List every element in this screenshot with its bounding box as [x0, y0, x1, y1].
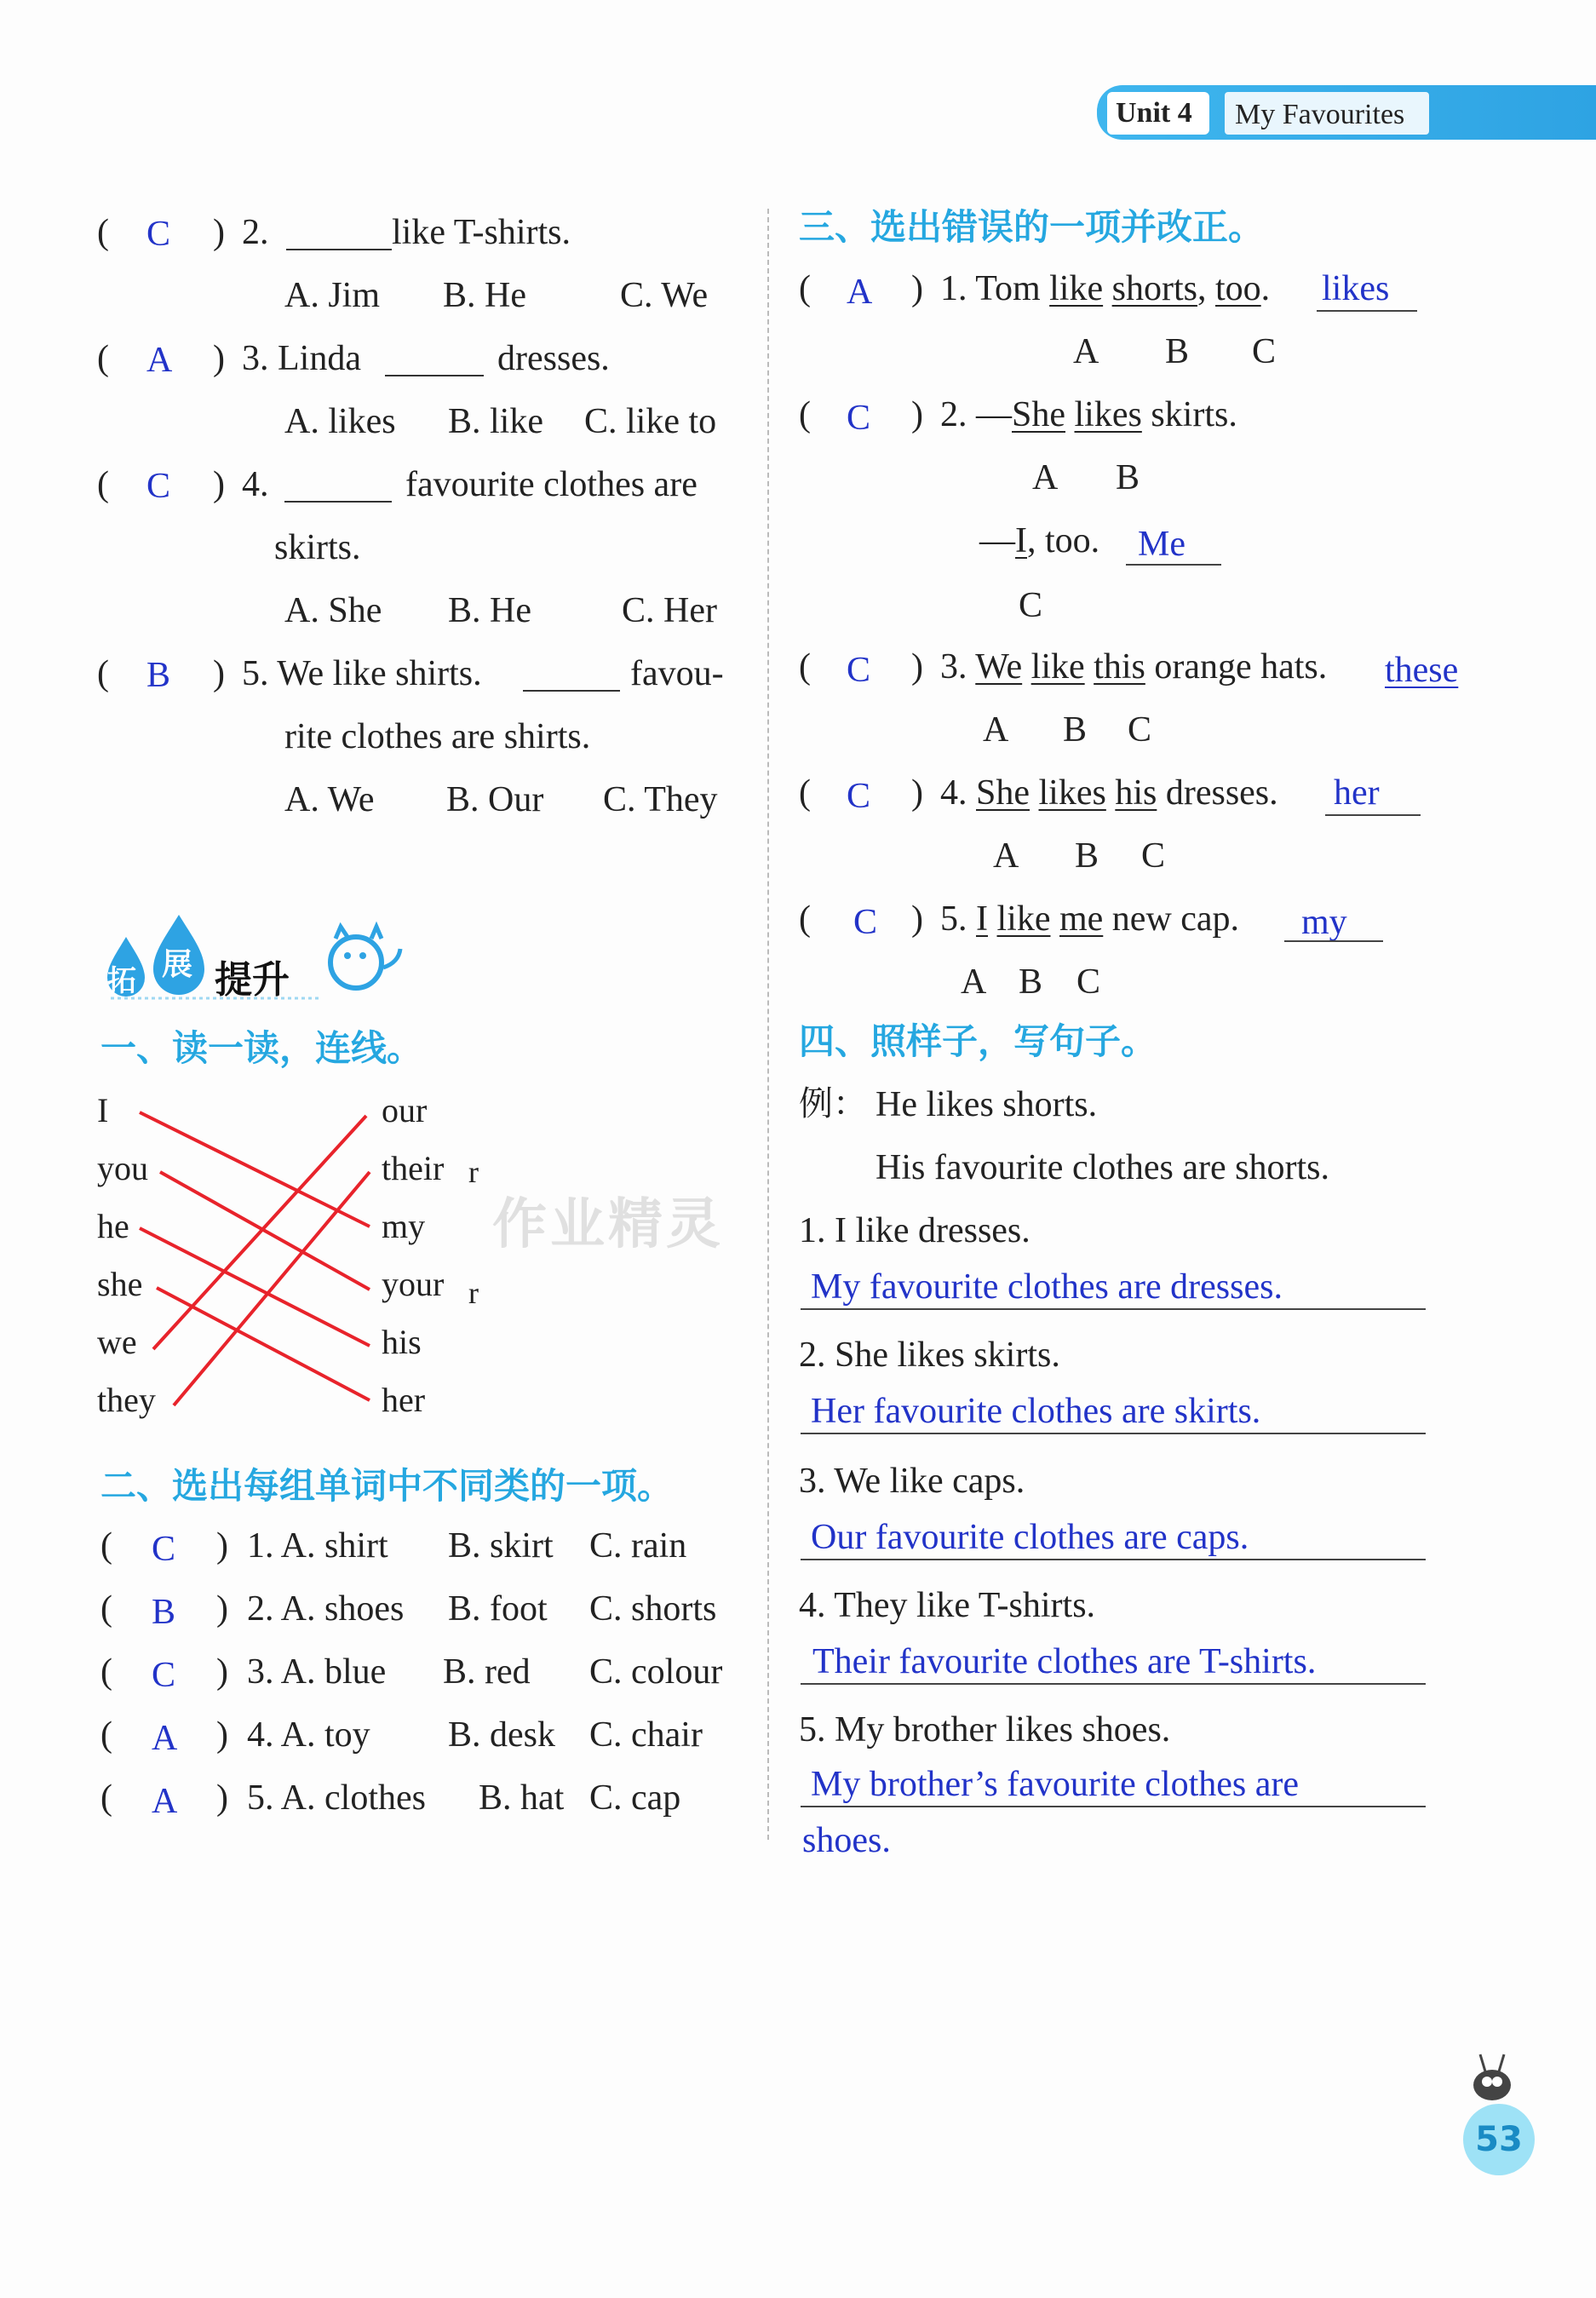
paren-close: ) [216, 1652, 228, 1692]
answer-s2-3: C [152, 1656, 176, 1695]
paren-open: ( [799, 773, 811, 813]
option-c: C. We [620, 276, 709, 315]
bug-mascot-icon [1461, 2048, 1521, 2104]
answer-e3: C [847, 651, 871, 690]
rewrite-answer: Our favourite clothes are caps. [811, 1518, 1249, 1557]
brand-label: 提升 [215, 958, 290, 1002]
e1-post: . [1260, 269, 1271, 308]
stray-letter: r [468, 1155, 479, 1189]
match-left-word: we [97, 1323, 137, 1361]
e4-word-b: likes [1038, 773, 1106, 813]
paren-close: ) [213, 465, 225, 504]
paren-open: ( [799, 647, 811, 687]
rewrite-answer-line [801, 1308, 1426, 1310]
option-a: A. She [284, 591, 382, 630]
match-line-she-her [157, 1288, 370, 1400]
match-line-i-my [140, 1112, 370, 1227]
paren-close: ) [911, 269, 923, 308]
answer-s2-5: A [152, 1782, 178, 1821]
paren-close: ) [213, 339, 225, 378]
answer-q3: A [146, 341, 173, 380]
e5-label-c: C [1076, 962, 1101, 1002]
rewrite-question: 2. She likes skirts. [799, 1336, 1060, 1375]
e4-word-c: his [1115, 773, 1157, 813]
paren-close: ) [216, 1778, 228, 1818]
match-left-word: she [97, 1265, 143, 1303]
e2-post: skirts. [1151, 395, 1237, 434]
match-line-we-our [153, 1116, 366, 1349]
paren-close: ) [213, 654, 225, 693]
paren-open: ( [100, 1589, 112, 1629]
e5-post: new cap. [1111, 899, 1240, 939]
s2-option-c: C. colour [589, 1652, 723, 1692]
match-left-word: I [97, 1091, 109, 1129]
stray-letter: r [468, 1276, 479, 1310]
e4-post: dresses. [1165, 773, 1278, 813]
s2-option-b: B. hat [479, 1778, 565, 1818]
e4-word-a: She [976, 773, 1030, 813]
rewrite-answer: My brother’s favourite clothes are [811, 1765, 1300, 1804]
e5-word-c: me [1059, 899, 1104, 939]
s2-option-c: C. chair [589, 1715, 703, 1755]
e4-label-b: B [1075, 836, 1099, 876]
e2-label-b: B [1116, 458, 1140, 497]
rewrite-answer: My favourite clothes are dresses. [811, 1267, 1283, 1307]
e2-label-a: A [1032, 458, 1059, 497]
e1-word-b: shorts [1111, 269, 1197, 308]
question-text-cont: rite clothes are shirts. [284, 717, 591, 756]
e1-label-b: B [1165, 332, 1190, 371]
e5-correction: my [1301, 903, 1347, 942]
topic-label: My Favourites [1235, 99, 1405, 130]
paren-open: ( [799, 899, 811, 939]
e5-word-a: I [976, 899, 988, 939]
match-right-word: their [382, 1149, 445, 1187]
s2-option-b: B. skirt [448, 1526, 554, 1566]
brand-char-1: 拓 [107, 964, 136, 998]
answer-e2: C [847, 399, 871, 438]
question-text-cont: skirts. [274, 528, 361, 567]
paren-open: ( [799, 269, 811, 308]
match-line-they-their [174, 1172, 370, 1405]
rewrite-question: 4. They like T-shirts. [799, 1586, 1096, 1625]
section-title-rewrite: 四、照样子，写句子。 [799, 1020, 1157, 1062]
answer-q5: B [146, 656, 171, 695]
e2-line2-post: , too. [1027, 521, 1100, 560]
e5-label-a: A [961, 962, 987, 1002]
option-c: C. like to [584, 402, 717, 441]
s2-option-b: B. foot [448, 1589, 548, 1629]
s2-item: 2. A. shoes [247, 1589, 405, 1629]
rewrite-answer-line [801, 1683, 1426, 1685]
brand-char-2: 展 [162, 947, 193, 982]
e1-word-a: like [1049, 269, 1104, 308]
e2-word-c: I [1015, 521, 1027, 560]
e1-sentence [940, 271, 1270, 307]
e4-correction: her [1334, 773, 1380, 813]
blank-line [284, 501, 392, 503]
e1-answer-line [1317, 310, 1417, 312]
s2-item: 5. A. clothes [247, 1778, 426, 1818]
e3-label-c: C [1128, 710, 1152, 750]
e4-pre: 4. [940, 773, 967, 813]
e4-label-a: A [993, 836, 1019, 876]
e2-answer-line [1126, 564, 1221, 566]
paren-close: ) [213, 213, 225, 252]
option-a: A. likes [284, 402, 396, 441]
answer-e1: A [847, 273, 873, 312]
paren-close: ) [911, 647, 923, 687]
e3-word-b: like [1031, 647, 1085, 687]
rewrite-answer-line [801, 1433, 1426, 1434]
s2-option-c: C. cap [589, 1778, 681, 1818]
answer-q2: C [146, 215, 171, 254]
section-brand-heading [100, 903, 407, 1005]
match-left-word: they [97, 1381, 156, 1419]
answer-s2-4: A [152, 1719, 178, 1758]
e3-word-c: this [1094, 647, 1145, 687]
option-b: B. He [443, 276, 526, 315]
option-b: B. Our [446, 780, 544, 819]
e4-answer-line [1325, 814, 1421, 816]
e1-word-c: too [1214, 269, 1261, 308]
paren-open: ( [100, 1715, 112, 1755]
e1-label-a: A [1073, 332, 1099, 371]
answer-s2-2: B [152, 1593, 176, 1632]
paren-close: ) [216, 1589, 228, 1629]
e2-word-b: likes [1074, 395, 1142, 434]
match-right-word: her [382, 1381, 426, 1419]
e1-pre: 1. Tom [940, 269, 1041, 308]
option-a: A. We [284, 780, 375, 819]
paren-open: ( [97, 213, 109, 252]
e5-word-b: like [996, 899, 1051, 939]
s2-item: 4. A. toy [247, 1715, 370, 1755]
paren-close: ) [216, 1715, 228, 1755]
paren-open: ( [799, 395, 811, 434]
match-right-word: my [382, 1207, 426, 1245]
rewrite-question: 3. We like caps. [799, 1462, 1025, 1501]
blank-line [286, 249, 392, 250]
e1-mid: , [1197, 269, 1207, 308]
rewrite-answer-cont: shoes. [802, 1821, 891, 1860]
e3-pre: 3. [940, 647, 967, 687]
e2-label-c: C [1019, 586, 1043, 625]
blank-line [385, 375, 484, 376]
match-left-word: you [97, 1149, 148, 1187]
paren-close: ) [216, 1526, 228, 1566]
option-c: C. Her [622, 591, 717, 630]
rewrite-answer-line [801, 1559, 1426, 1560]
paren-open: ( [100, 1778, 112, 1818]
answer-e5: C [853, 903, 878, 942]
rewrite-answer: Her favourite clothes are skirts. [811, 1392, 1261, 1431]
rewrite-answer: Their favourite clothes are T-shirts. [812, 1642, 1317, 1681]
match-right-word: our [382, 1091, 428, 1129]
column-divider [767, 209, 769, 1840]
s2-option-c: C. rain [589, 1526, 687, 1566]
paren-open: ( [100, 1526, 112, 1566]
question-number: 3. Linda [242, 339, 361, 378]
answer-s2-1: C [152, 1530, 176, 1569]
unit-label: Unit 4 [1116, 97, 1192, 129]
paren-open: ( [97, 339, 109, 378]
question-number: 2. [242, 213, 269, 252]
example-sentence-2: His favourite clothes are shorts. [876, 1148, 1330, 1187]
paren-close: ) [911, 395, 923, 434]
question-text: favourite clothes are [405, 465, 698, 504]
e2-correction: Me [1138, 525, 1186, 564]
question-text: like T-shirts. [392, 213, 571, 252]
question-text: dresses. [497, 339, 610, 378]
e1-label-c: C [1252, 332, 1277, 371]
e4-label-c: C [1141, 836, 1166, 876]
e3-sentence [940, 649, 1327, 685]
e2-sentence [940, 397, 1237, 433]
e3-label-a: A [983, 710, 1009, 750]
paren-close: ) [911, 773, 923, 813]
e3-word-a: We [975, 647, 1023, 687]
watermark: 作业精灵 [492, 1193, 724, 1256]
rewrite-answer-line [801, 1806, 1426, 1807]
s2-option-b: B. desk [448, 1715, 555, 1755]
e2-line2 [979, 523, 1099, 559]
match-left-word: he [97, 1207, 129, 1245]
e5-label-b: B [1019, 962, 1043, 1002]
example-sentence-1: He likes shorts. [876, 1085, 1098, 1124]
option-b: B. like [448, 402, 543, 441]
section-title-error-correction: 三、选出错误的一项并改正。 [799, 206, 1265, 248]
rewrite-question: 1. I like dresses. [799, 1211, 1031, 1250]
rewrite-question: 5. My brother likes shoes. [799, 1710, 1171, 1749]
e3-post: orange hats. [1154, 647, 1328, 687]
e5-pre: 5. [940, 899, 967, 939]
match-line-you-your [160, 1172, 370, 1290]
match-right-word: your [382, 1265, 445, 1303]
e2-line2-pre: — [979, 521, 1015, 560]
e5-answer-line [1284, 940, 1383, 942]
match-right-word: his [382, 1323, 422, 1361]
s2-item: 3. A. blue [247, 1652, 387, 1692]
question-number: 5. We like shirts. [242, 654, 482, 693]
e3-label-b: B [1063, 710, 1088, 750]
option-a: A. Jim [284, 276, 381, 315]
e4-sentence [940, 775, 1278, 811]
section-title-odd-one-out: 二、选出每组单词中不同类的一项。 [100, 1465, 674, 1507]
s2-option-c: C. shorts [589, 1589, 717, 1629]
question-number: 4. [242, 465, 269, 504]
paren-close: ) [911, 899, 923, 939]
s2-item: 1. A. shirt [247, 1526, 388, 1566]
e2-pre: 2. — [940, 395, 1012, 434]
s2-option-b: B. red [443, 1652, 531, 1692]
option-c: C. They [603, 780, 718, 819]
question-text: favou- [630, 654, 724, 693]
section-title-match: 一、读一读，连线。 [100, 1027, 423, 1069]
paren-open: ( [100, 1652, 112, 1692]
e3-correction: these [1385, 651, 1459, 690]
answer-e4: C [847, 777, 871, 816]
answer-q4: C [146, 467, 171, 506]
blank-line [523, 690, 620, 692]
example-label: 例： [799, 1084, 867, 1123]
paren-open: ( [97, 465, 109, 504]
page-number: 53 [1463, 2104, 1535, 2175]
option-b: B. He [448, 591, 531, 630]
paren-open: ( [97, 654, 109, 693]
e5-sentence [940, 901, 1239, 937]
e2-word-a: She [1012, 395, 1065, 434]
e1-correction: likes [1322, 269, 1390, 308]
